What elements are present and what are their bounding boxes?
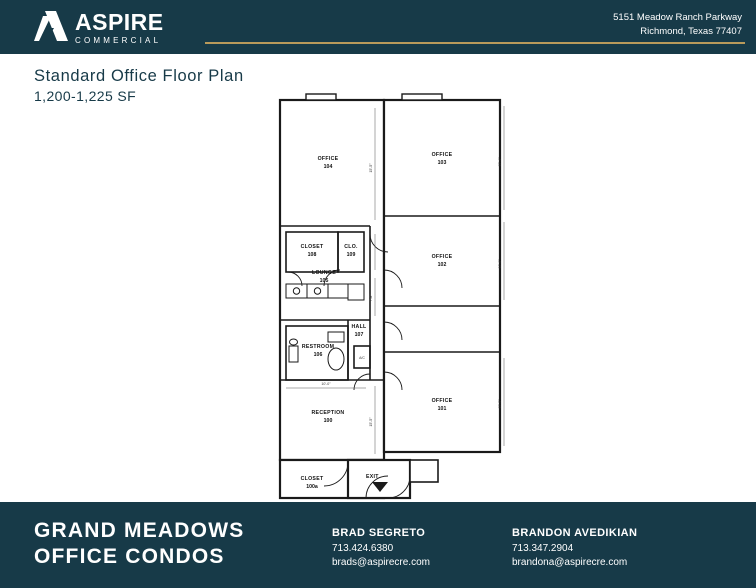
room-label-office-104-number: 104 [323,164,333,170]
contact-1-email[interactable]: brads@aspirecre.com [332,557,430,568]
contact-brandon-avedikian [512,526,637,570]
property-address [613,11,742,39]
room-label-office-103-number: 103 [437,160,447,166]
floor-plan-drawing [262,84,522,504]
dim-office-103: 15'-4" [498,157,502,167]
contact-2-email[interactable]: brandona@aspirecre.com [512,557,628,568]
ac-closet-label: A/C [359,356,365,360]
property-name-line-2: OFFICE CONDOS [34,545,225,568]
floor-plan [262,84,522,504]
room-label-restroom-106-name: RESTROOM [301,344,335,350]
page-title [34,66,244,105]
room-label-reception-100-number: 100 [323,418,333,424]
page-title-main: Standard Office Floor Plan [34,67,244,85]
room-label-lounge-105-number: 105 [319,278,329,284]
room-label-office-101-name: OFFICE [431,398,453,404]
room-label-clo-109-number: 109 [346,252,356,258]
logo-subtext: COMMERCIAL [75,36,162,45]
dim-bottom-width: 10'-0" [321,382,331,386]
dim-office-101: 15'-5" [498,399,502,409]
room-label-closet-108-name: CLOSET [300,244,324,250]
room-label-office-102-name: OFFICE [431,254,453,260]
contact-2-phone[interactable]: 713.347.2904 [512,543,574,554]
room-label-office-101-number: 101 [437,406,447,412]
contact-1-phone[interactable]: 713.424.6380 [332,543,394,554]
room-label-office-102-number: 102 [437,262,447,268]
room-label-closet-100a-name: CLOSET [300,476,324,482]
room-label-hall-107-number: 107 [354,332,364,338]
dim-office-104: 15'-5" [369,163,373,173]
room-label-clo-109-name: CLO. [344,244,358,250]
contact-2-name: BRANDON AVEDIKIAN [512,527,638,539]
room-label-office-104-name: OFFICE [317,156,339,162]
aspire-chevron-logo-icon [34,11,68,41]
contact-1-name: BRAD SEGRETO [332,527,426,539]
header-divider [205,42,745,44]
property-name-line-1: GRAND MEADOWS [34,519,245,542]
contact-brad-segreto [332,526,430,570]
page-title-sub: 1,200-1,225 SF [34,88,137,104]
page-header [0,0,756,54]
logo-wordmark: ASPIRE [75,9,164,35]
room-label-reception-100-name: RECEPTION [311,410,345,416]
dim-reception-100: 15'-5" [369,417,373,427]
page-footer [0,502,756,588]
property-name [34,518,244,570]
address-line-1: 5151 Meadow Ranch Parkway [613,12,742,23]
room-label-closet-100a-number: 100a [306,484,318,490]
address-line-2: Richmond, Texas 77407 [640,26,742,37]
room-label-closet-108-number: 108 [307,252,317,258]
room-label-restroom-106-number: 106 [313,352,323,358]
dim-office-102: 12'-6" [498,259,502,269]
brand-logo [34,10,164,46]
room-label-office-103-name: OFFICE [431,152,453,158]
dim-lounge-105: 7'-8" [369,294,373,302]
exit-label: EXIT [366,474,379,480]
room-label-hall-107-name: HALL [351,324,367,330]
room-label-lounge-105-name: LOUNGE [312,270,336,276]
